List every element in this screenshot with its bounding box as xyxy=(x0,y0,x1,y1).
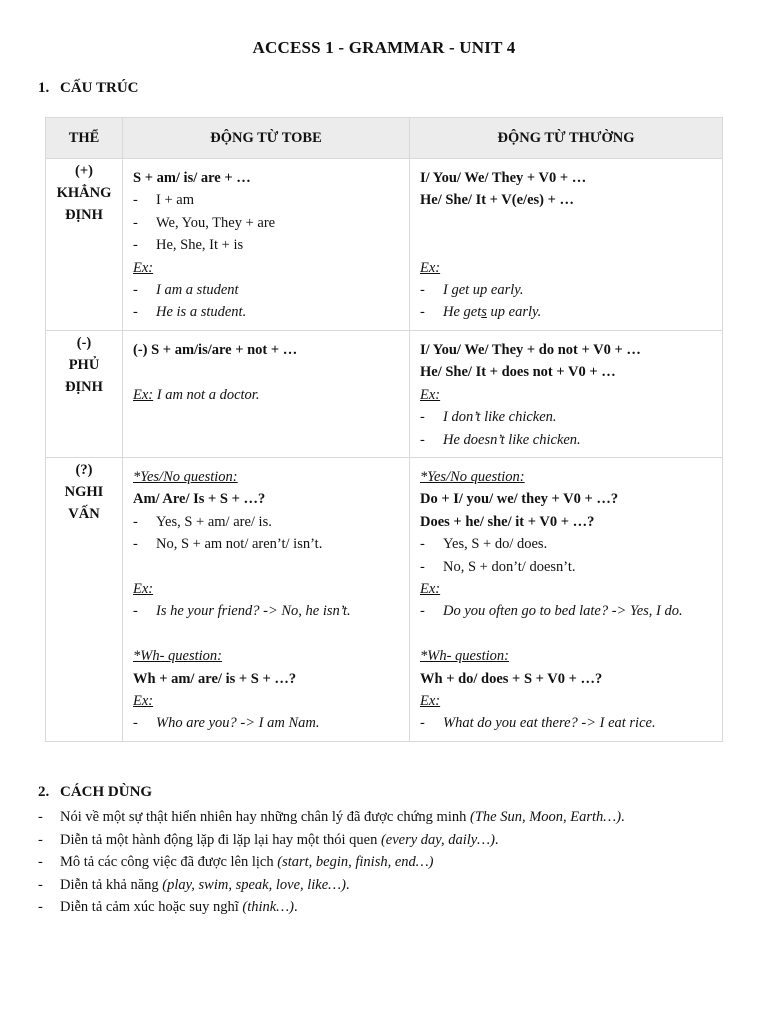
question-type-label: *Wh- question: xyxy=(133,648,222,665)
formula: Do + I/ you/ we/ they + V0 + …? xyxy=(420,491,619,508)
section-title: CẤU TRÚC xyxy=(60,80,139,96)
question-type-label: *Wh- question: xyxy=(420,648,509,665)
example-item: - I get up early. xyxy=(420,282,524,298)
example-item: - Is he your friend? -> No, he isn’t. xyxy=(133,603,351,620)
verb-affirmative-cell xyxy=(410,159,723,331)
grammar-table xyxy=(45,117,723,742)
form-symbol: (-) xyxy=(76,335,92,351)
tobe-affirmative-cell xyxy=(123,159,410,331)
question-type-label: *Yes/No question: xyxy=(420,469,525,486)
formula: Does + he/ she/ it + V0 + …? xyxy=(420,513,595,530)
form-word: ĐỊNH xyxy=(65,379,103,395)
formula: I/ You/ We/ They + do not + V0 + … xyxy=(420,342,641,358)
example-item: - I am a student xyxy=(133,282,239,299)
formula: Wh + am/ are/ is + S + …? xyxy=(133,670,297,687)
formula: He/ She/ It + V(e/es) + … xyxy=(420,192,574,209)
table-row xyxy=(46,331,723,458)
list-item: - No, S + don’t/ doesn’t. xyxy=(420,558,576,575)
list-item: - Yes, S + am/ are/ is. xyxy=(133,513,272,530)
verb-negative-cell xyxy=(410,331,723,458)
form-symbol: (+) xyxy=(75,163,93,179)
form-word: KHẲNG xyxy=(56,185,112,201)
formula: (-) S + am/is/are + not + … xyxy=(133,342,298,358)
formula: He/ She/ It + does not + V0 + … xyxy=(420,364,616,381)
example-item: - Who are you? -> I am Nam. xyxy=(133,715,320,732)
section-heading-structure xyxy=(38,80,138,97)
section-heading-usage xyxy=(38,784,152,801)
form-word: VẤN xyxy=(68,506,100,523)
list-item: - Yes, S + do/ does. xyxy=(420,536,548,553)
form-negative xyxy=(46,331,123,458)
formula: Am/ Are/ Is + S + …? xyxy=(133,491,266,508)
section-number: 1. xyxy=(38,80,50,96)
formula: Wh + do/ does + S + V0 + …? xyxy=(420,670,603,687)
example-item: - I don’t like chicken. xyxy=(420,409,557,426)
list-item: - Mô tả các công việc đã được lên lịch (start, begin, finish, end…) xyxy=(38,854,434,871)
section-number: 2. xyxy=(38,784,50,800)
list-item: - We, You, They + are xyxy=(133,214,276,231)
question-type-label: *Yes/No question: xyxy=(133,469,238,486)
form-affirmative xyxy=(46,159,123,331)
tobe-negative-cell xyxy=(123,331,410,458)
page-title: ACCESS 1 - GRAMMAR - UNIT 4 xyxy=(252,38,516,57)
section-title: CÁCH DÙNG xyxy=(60,784,153,800)
example-label: Ex: xyxy=(420,259,441,276)
list-item: - No, S + am not/ aren’t/ isn’t. xyxy=(133,536,323,553)
list-item: - Diễn tả một hành động lặp đi lặp lại hay một thói quen (every day, daily…). xyxy=(38,831,499,848)
form-symbol: (?) xyxy=(75,462,93,479)
form-word: ĐỊNH xyxy=(65,207,103,223)
list-item: - He, She, It + is xyxy=(133,237,244,254)
example-item: - He doesn’t like chicken. xyxy=(420,431,581,448)
list-item: - Diễn tả cảm xúc hoặc suy nghĩ (think…). xyxy=(38,899,298,916)
list-item: - Nói về một sự thật hiển nhiên hay những chân lý đã được chứng minh (The Sun, Moon, Earth…). xyxy=(38,809,625,825)
header-regular-verb: ĐỘNG TỪ THƯỜNG xyxy=(410,118,723,159)
example-item: - He gets up early. xyxy=(420,304,542,321)
table-row xyxy=(46,458,723,742)
example-item: - He is a student. xyxy=(133,304,247,321)
example-item: - What do you eat there? -> I eat rice. xyxy=(420,715,656,732)
list-item: - I + am xyxy=(133,192,194,209)
header-form: THỂ xyxy=(46,118,123,159)
example-label: Ex: xyxy=(420,386,441,403)
example-item: Ex: I am not a doctor. xyxy=(133,386,260,403)
table-row xyxy=(46,159,723,331)
list-item: - Diễn tả khả năng (play, swim, speak, love, like…). xyxy=(38,876,350,893)
example-label: Ex: xyxy=(133,693,154,710)
header-tobe: ĐỘNG TỪ TOBE xyxy=(123,118,410,159)
example-label: Ex: xyxy=(133,581,154,598)
example-label: Ex: xyxy=(420,581,441,598)
form-word: NGHI xyxy=(64,484,104,501)
table-header-row xyxy=(46,118,723,159)
formula: S + am/ is/ are + … xyxy=(133,170,251,186)
example-label: Ex: xyxy=(133,259,154,276)
formula: I/ You/ We/ They + V0 + … xyxy=(420,170,587,186)
tobe-interrogative-cell xyxy=(123,458,410,742)
form-interrogative xyxy=(46,458,123,742)
example-item: - Do you often go to bed late? -> Yes, I do. xyxy=(420,603,683,620)
form-word: PHỦ xyxy=(68,357,100,373)
verb-interrogative-cell xyxy=(410,458,723,742)
example-label: Ex: xyxy=(420,693,441,710)
usage-list xyxy=(38,806,738,919)
